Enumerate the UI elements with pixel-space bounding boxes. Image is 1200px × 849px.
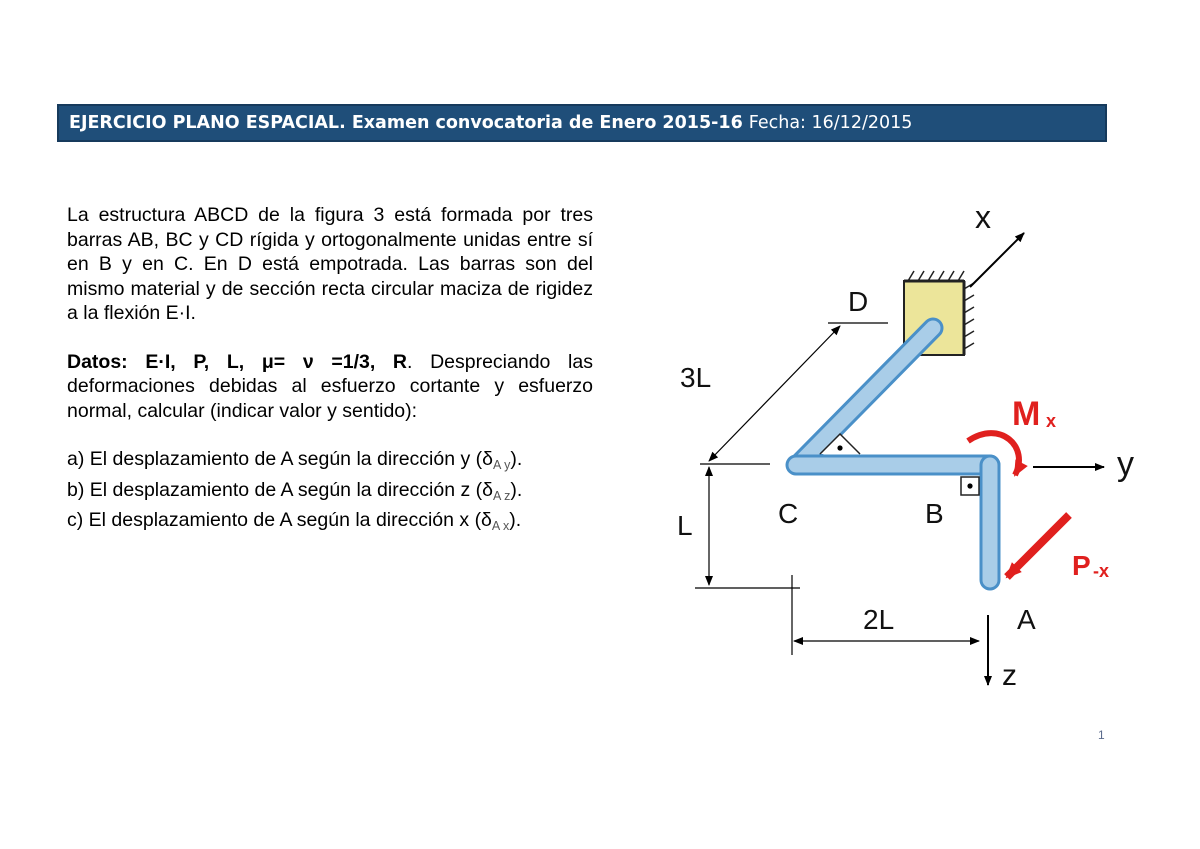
label-c: C xyxy=(778,498,799,529)
question-c xyxy=(67,508,593,539)
datos-text: . Despreciando las deformaciones debidas al esfuerzo cortante y esfuerzo normal, calcular (indicar valor y sentido): xyxy=(67,350,593,422)
right-angle-b-icon xyxy=(961,477,979,495)
question-b-sub: A z xyxy=(493,488,511,503)
intro-paragraph: La estructura ABCD de la figura 3 está formada por tres barras AB, BC y CD rígida y ortogonalmente unidas entre sí en B y en C. En D está empotrada. Las barras son del mismo material y de sección recta circular maciza de rigidez a la flexión E·I. xyxy=(67,204,593,324)
question-b-end: ). xyxy=(510,478,523,501)
label-z: z xyxy=(1002,659,1017,692)
exercise-header xyxy=(57,104,1107,142)
question-a-text: a) El desplazamiento de A según la dirección y (δ xyxy=(67,448,494,470)
header-title: EJERCICIO PLANO ESPACIAL. Examen convocatoria de Enero 2015-16 xyxy=(69,113,743,133)
x-axis-arrow xyxy=(970,233,1024,287)
label-l: L xyxy=(677,510,693,541)
force-arrow-icon xyxy=(1007,515,1069,577)
label-b: B xyxy=(925,498,944,529)
label-a: A xyxy=(1017,604,1036,635)
label-d: D xyxy=(848,286,869,317)
label-mx: M xyxy=(1012,395,1041,433)
question-a-end: ). xyxy=(510,448,523,470)
label-3l: 3L xyxy=(680,362,712,393)
header-date: Fecha: 16/12/2015 xyxy=(748,113,913,133)
label-x: x xyxy=(975,199,991,235)
label-p: P xyxy=(1072,550,1091,581)
question-a-sub: A y xyxy=(493,458,511,472)
label-y: y xyxy=(1117,445,1134,483)
problem-statement xyxy=(67,203,593,539)
label-p-sub: -x xyxy=(1093,561,1110,581)
label-2l: 2L xyxy=(863,604,895,635)
page-number: 1 xyxy=(1098,728,1105,742)
question-a xyxy=(67,447,593,478)
question-b-text: b) El desplazamiento de A según la dirección z (δ xyxy=(67,478,494,501)
question-b xyxy=(67,478,593,509)
question-c-sub: A x xyxy=(491,519,510,533)
label-mx-sub: x xyxy=(1046,411,1057,431)
question-c-text: c) El desplazamiento de A según la dirección x (δ xyxy=(67,509,492,531)
structure-figure xyxy=(620,185,1140,705)
datos-label: Datos: E·I, P, L, μ= ν =1/3, R xyxy=(67,350,407,373)
question-c-end: ). xyxy=(509,509,522,531)
datos-paragraph xyxy=(67,350,593,424)
